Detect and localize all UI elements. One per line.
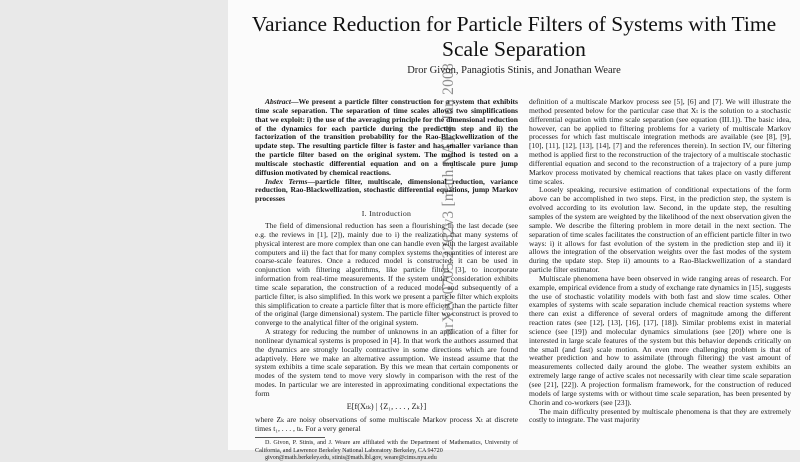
left-column <box>255 98 518 462</box>
paper-page <box>228 0 800 461</box>
abstract-label: Abstract <box>265 97 291 106</box>
section-heading-introduction: I. Introduction <box>361 209 412 219</box>
author-affiliation-footnote: D. Givon, P. Stinis, and J. Weare are affiliated with the Department of Mathematics, University of California, and Lawrence Berkeley National Laboratory Berkeley, CA 94720 <box>255 440 518 454</box>
footnote-divider <box>255 437 325 438</box>
index-terms-text: —particle filter, multiscale, dimensional reduction, variance reduction, Rao-Blackwellization, stochastic differential equations, jump Markov processes <box>255 176 518 204</box>
abstract <box>255 98 518 178</box>
intro-paragraph-2: A strategy for reducing the number of unknowns in an application of a filter for nonlinear dynamical systems is proposed in [4]. In that work the authors assumed that the dynamics are strongly locally contractive in some directions which are found adaptively. Here we make an alternative assumption. We instead assume that the system exhibits a time scale separation. By this we mean that certain components or modes of the system tend to move very slowly in comparison with the rest of the modes. In particular we are interested in approximating conditional expectations the form <box>255 327 518 398</box>
intro-paragraph-3: where Zₖ are noisy observations of some multiscale Markov process Xₜ at discrete times t₁, . . . , tₖ. For a very general <box>255 414 518 433</box>
arxiv-identifier: arXiv:0705.2262v3 [math.NA] 4 Jun 2008 <box>440 63 457 335</box>
intro-paragraph-1: The field of dimensional reduction has seen a flourishing in the last decade (see e.g. the reviews in [1], [2]), mainly due to i) the realization that many systems of physical interest are more complex than one can handle even with the largest available computers and ii) the fact that for many complex systems the quantities of interest are coarse-scale features. Once a reduced model is constructed, it can be used in conjunction with filtering algorithms, like particle filters [3], to incorporate information from real-time measurements. If the system under consideration exhibits time scale separation, the construction of a reduced model and subsequently of a particle filter, is also simplified. In this work we present a particle filter which exploits this simplification to create a particle filter that is more efficient than the particle filter of the original (large dimensional) system. The particle filter we construct is proved to converge to the analytical filter of the original system. <box>255 220 518 328</box>
right-column <box>529 98 791 425</box>
right-paragraph-3: Multiscale phenomena have been observed in wide ranging areas of research. For example, empirical evidence from a study of exchange rate dynamics in [15], suggests the use of stochastic volatility models with both fast and slow time scales. Other examples of systems with scale separation include chemical reaction systems where there can exist a difference of several orders of magnitude among the different reaction rates (see [12], [13], [16], [17], [18]). Similar problems exist in material science (see [19]) and molecular dynamics simulations (see [20]) where one is interested in large scale features of the system but this behavior depends critically on the small (and fast) scale motion. An even more challenging problem is that of weather prediction and how to assimilate (through filtering) the vast amount of measurements collected daily around the globe. The weather system exhibits an extremely large range of active scales not necessarily with clear time scale separation (see [21], [22]). A projection formalism framework, for the construction of reduced models of large systems with or without time scale separation, has been presented by Chorin and co-workers (see [23]). <box>529 273 791 407</box>
right-paragraph-4: The main difficulty presented by multiscale phenomena is that they are extremely costly to integrate. The vast majority <box>529 406 791 425</box>
right-paragraph-2: Loosely speaking, recursive estimation of conditional expectations of the form above can be accomplished in two steps. First, in the prediction step, the system is evolved according to its evolution law. Second, in the update step, the resulting samples of the system are weighted by the likelihood of the next observation given the sample. We describe the filtering problem in more detail in the next section. The separation of time scales facilitates the construction of an efficient particle filter in two ways: i) it allows for fast evolution of the system in the prediction step and ii) it allows the integration of the observation weights over the fast modes of the system during the update step. Step ii) amounts to a Rao-Blackwellization of a standard particle filter estimator. <box>529 185 792 275</box>
equation-conditional-expectation: E[f(Xₜₖ) | {Z₁, . . . , Zₖ}] <box>346 401 427 411</box>
index-terms-label: Index Terms <box>265 176 308 186</box>
paper-title: Variance Reduction for Particle Filters of Systems with Time Scale Separation <box>251 12 777 61</box>
abstract-text: —We present a particle filter construction for a system that exhibits time scale separation. The separation of time scales allows two simplifications that we exploit: i) the use of the averaging principle for the dimensional reduction of the dynamics for each particle during the prediction step and ii) the factorization of the transition probability for the Rao-Blackwellization of the update step. The resulting particle filter is faster and has smaller variance than the particle filter based on the original system. The method is tested on a multiscale stochastic differential equation and on a multiscale pure jump diffusion motivated by chemical reactions. <box>255 97 518 177</box>
right-paragraph-1: definition of a multiscale Markov process see [5], [6] and [7]. We will illustrate the method presented below for the particular case that Xₜ is the solution to a stochastic differential equation with time scale separation (see equation (III.1)). The basic idea, however, can be applied to filtering problems for a variety of multiscale Markov processes for which fast multiscale integration methods are available (see [8], [9], [10], [11], [12], [13], [14], [7] and the references therein). In section IV, our filtering method is applied first to the reconstruction of the trajectory of a multiscale stochastic differential equation and second to the reconstruction of a trajectory of a pure jump Markov process motivated by chemical reactions that takes place on vastly different time scales. <box>529 97 791 186</box>
index-terms <box>255 178 518 205</box>
paper-authors: Dror Givon, Panagiotis Stinis, and Jonathan Weare <box>407 65 621 76</box>
author-emails: givon@math.berkeley.edu, stinis@math.lbl.gov, weare@cims.nyu.edu <box>265 454 437 461</box>
